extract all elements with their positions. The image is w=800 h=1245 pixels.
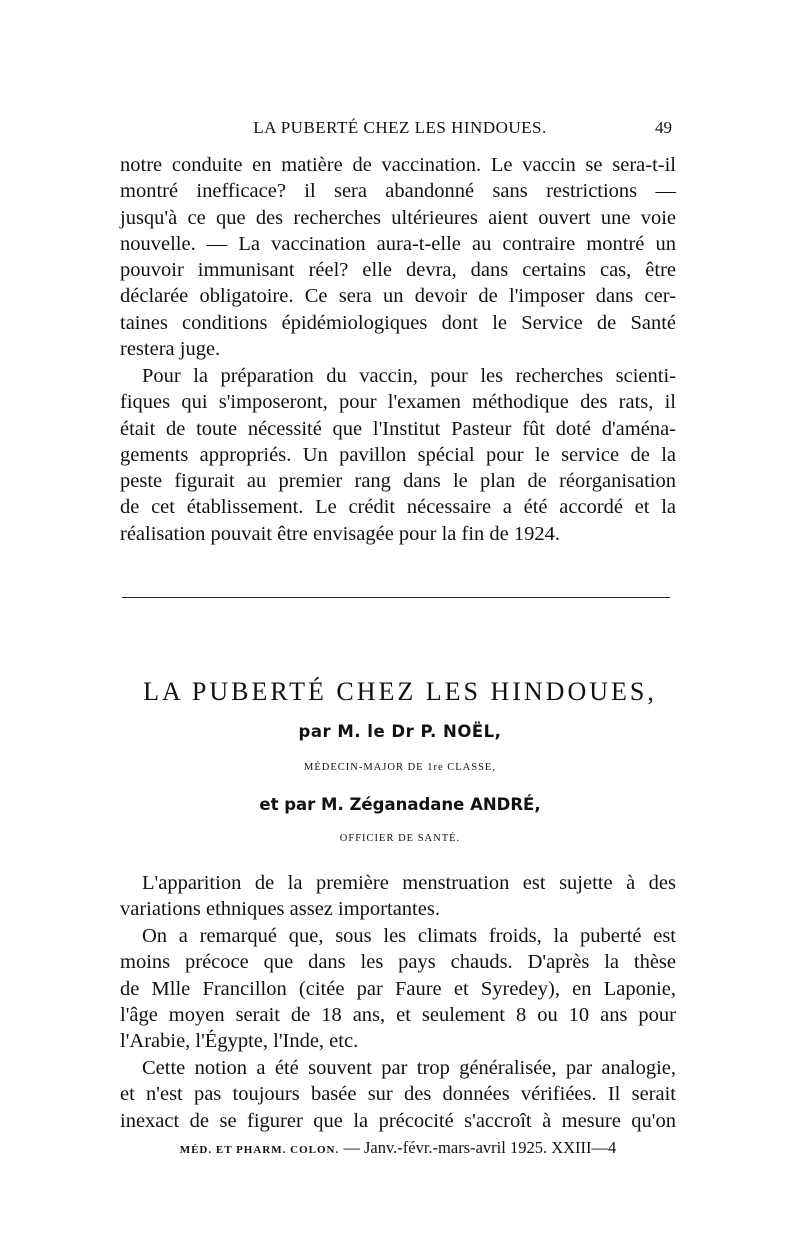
text-line: l'âge moyen serait de 18 ans, et seulement 8 ou 10 ans pour bbox=[120, 1003, 676, 1026]
text-line: taines conditions épidémiologiques dont le Service de Santé bbox=[120, 311, 676, 334]
text-line: réalisation pouvait être envisagée pour la fin de 1924. bbox=[120, 522, 561, 545]
paragraph-climats bbox=[120, 923, 676, 1054]
text-line: était de toute nécessité que l'Institut Pasteur fût doté d'aména- bbox=[120, 417, 676, 440]
text-line: On a remarqué que, sous les climats froids, la puberté est bbox=[142, 925, 676, 947]
text-line: peste figurait au premier rang dans le plan de réorganisation bbox=[120, 470, 676, 493]
text-line: moins précoce que dans les pays chauds. D'après la thèse bbox=[120, 951, 676, 974]
text-line: gements appropriés. Un pavillon spécial pour le service de la bbox=[120, 443, 676, 466]
text-line: déclarée obligatoire. Ce sera un devoir de l'imposer dans cer- bbox=[120, 285, 676, 308]
text-line: variations ethniques assez importantes. bbox=[120, 898, 440, 921]
text-line: de Mlle Francillon (citée par Faure et Syredey), en Laponie, bbox=[120, 977, 676, 1000]
text-line: l'Arabie, l'Égypte, l'Inde, etc. bbox=[120, 1030, 359, 1053]
text-line: Pour la préparation du vaccin, pour les recherches scienti- bbox=[142, 365, 676, 387]
author-rank-1: MÉDECIN-MAJOR DE 1re CLASSE, bbox=[304, 762, 496, 773]
paragraph-notion bbox=[120, 1055, 676, 1134]
text-line: fiques qui s'imposeront, pour l'examen méthodique des rats, il bbox=[120, 391, 676, 414]
text-line: restera juge. bbox=[120, 338, 221, 361]
text-line: montré inefficace? il sera abandonné sans restrictions — bbox=[120, 180, 676, 203]
paragraph-vaccination bbox=[120, 152, 676, 362]
issue-date: — Janv.-févr.-mars-avril 1925. bbox=[343, 1138, 548, 1157]
running-head bbox=[120, 118, 680, 142]
page-number: 49 bbox=[655, 118, 672, 137]
journal-name: MÉD. ET PHARM. COLON. bbox=[179, 1144, 340, 1156]
text-line: L'apparition de la première menstruation est sujette à des bbox=[142, 872, 676, 894]
text-line: notre conduite en matière de vaccination. Le vaccin se sera-t-il bbox=[120, 154, 676, 176]
paragraph-apparition bbox=[120, 870, 676, 923]
section-divider bbox=[122, 597, 670, 598]
text-line: nouvelle. — La vaccination aura-t-elle au contraire montré un bbox=[120, 232, 676, 255]
page-footer bbox=[120, 1138, 676, 1158]
text-line: de cet établissement. Le crédit nécessaire a été accordé et la bbox=[120, 496, 676, 519]
author-rank-2: OFFICIER DE SANTÉ. bbox=[339, 833, 461, 844]
printer-signature: XXIII—4 bbox=[551, 1138, 617, 1157]
paragraph-institut-pasteur bbox=[120, 363, 676, 547]
text-line: pouvoir immunisant réel? elle devra, dans certains cas, être bbox=[120, 259, 676, 282]
author-byline-2: et par M. Zéganadane ANDRÉ, bbox=[259, 795, 541, 814]
author-byline-1: par M. le Dr P. NOËL, bbox=[298, 722, 502, 741]
running-head-title: LA PUBERTÉ CHEZ LES HINDOUES. bbox=[253, 118, 547, 137]
text-line: jusqu'à ce que des recherches ultérieures aient ouvert une voie bbox=[120, 206, 676, 229]
text-line: Cette notion a été souvent par trop généralisée, par analogie, bbox=[142, 1057, 676, 1079]
text-line: et n'est pas toujours basée sur des données vérifiées. Il serait bbox=[120, 1083, 676, 1106]
article-title: LA PUBERTÉ CHEZ LES HINDOUES, bbox=[143, 677, 657, 706]
text-line: inexact de se figurer que la précocité s'accroît à mesure qu'on bbox=[120, 1109, 676, 1132]
